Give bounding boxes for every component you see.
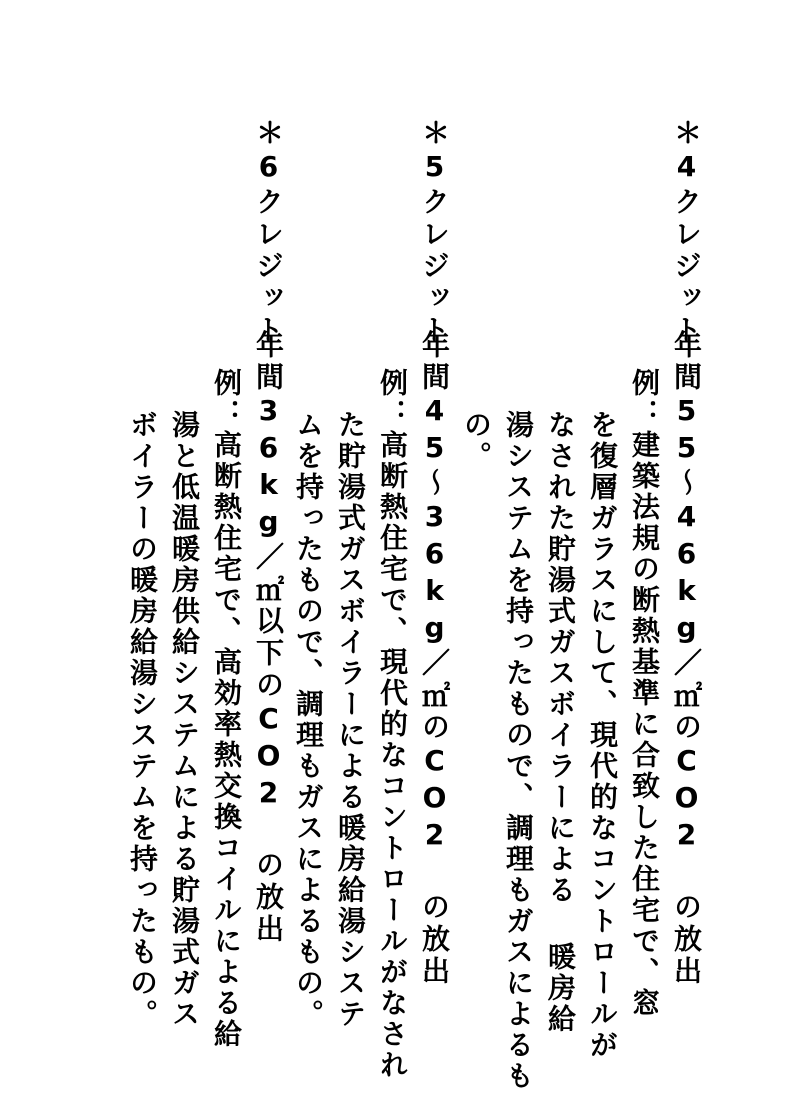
section-title-6-credits: ＊6クレジット [252, 118, 285, 347]
section-5-emission-line: 年間45～36kg／㎡のCO2 の放出 [418, 330, 451, 988]
section-title-5-credits: ＊5クレジット [418, 118, 451, 347]
section-4-example-line-5: の。 [460, 410, 493, 472]
section-5-example-line-2: た貯湯式ガスボイラーによる暖房給湯システ [334, 410, 367, 1030]
section-4-example-line-4: 湯システムを持ったもので、調理もガスによるも [502, 410, 535, 1092]
section-title-4-credits: ＊4クレジット [670, 118, 703, 347]
section-4-example-line-3: なされた貯湯式ガスボイラーによる 暖房給 [544, 410, 577, 1035]
section-6-example-line-2: 湯と低温暖房供給システムによる貯湯式ガス [168, 410, 201, 1030]
section-5-example-line-1: 例：高断熱住宅で、現代的なコントロールがなされ [376, 368, 409, 1081]
section-4-example-line-1: 例：建築法規の断熱基準に合致した住宅で、窓 [628, 368, 661, 1019]
section-4-example-line-2: を復層ガラスにして、現代的なコントロールが [586, 410, 619, 1061]
section-5-example-line-3: ムを持ったもので、調理もガスによるもの。 [292, 410, 325, 1030]
section-6-emission-line: 年間36kg／㎡以下のCO2 の放出 [252, 330, 285, 946]
section-6-example-line-3: ボイラーの暖房給湯システムを持ったもの。 [126, 410, 159, 1030]
section-4-emission-line: 年間55～46kg／㎡のCO2 の放出 [670, 330, 703, 988]
section-6-example-line-1: 例：高断熱住宅で、高効率熱交換コイルによる給 [210, 368, 243, 1050]
